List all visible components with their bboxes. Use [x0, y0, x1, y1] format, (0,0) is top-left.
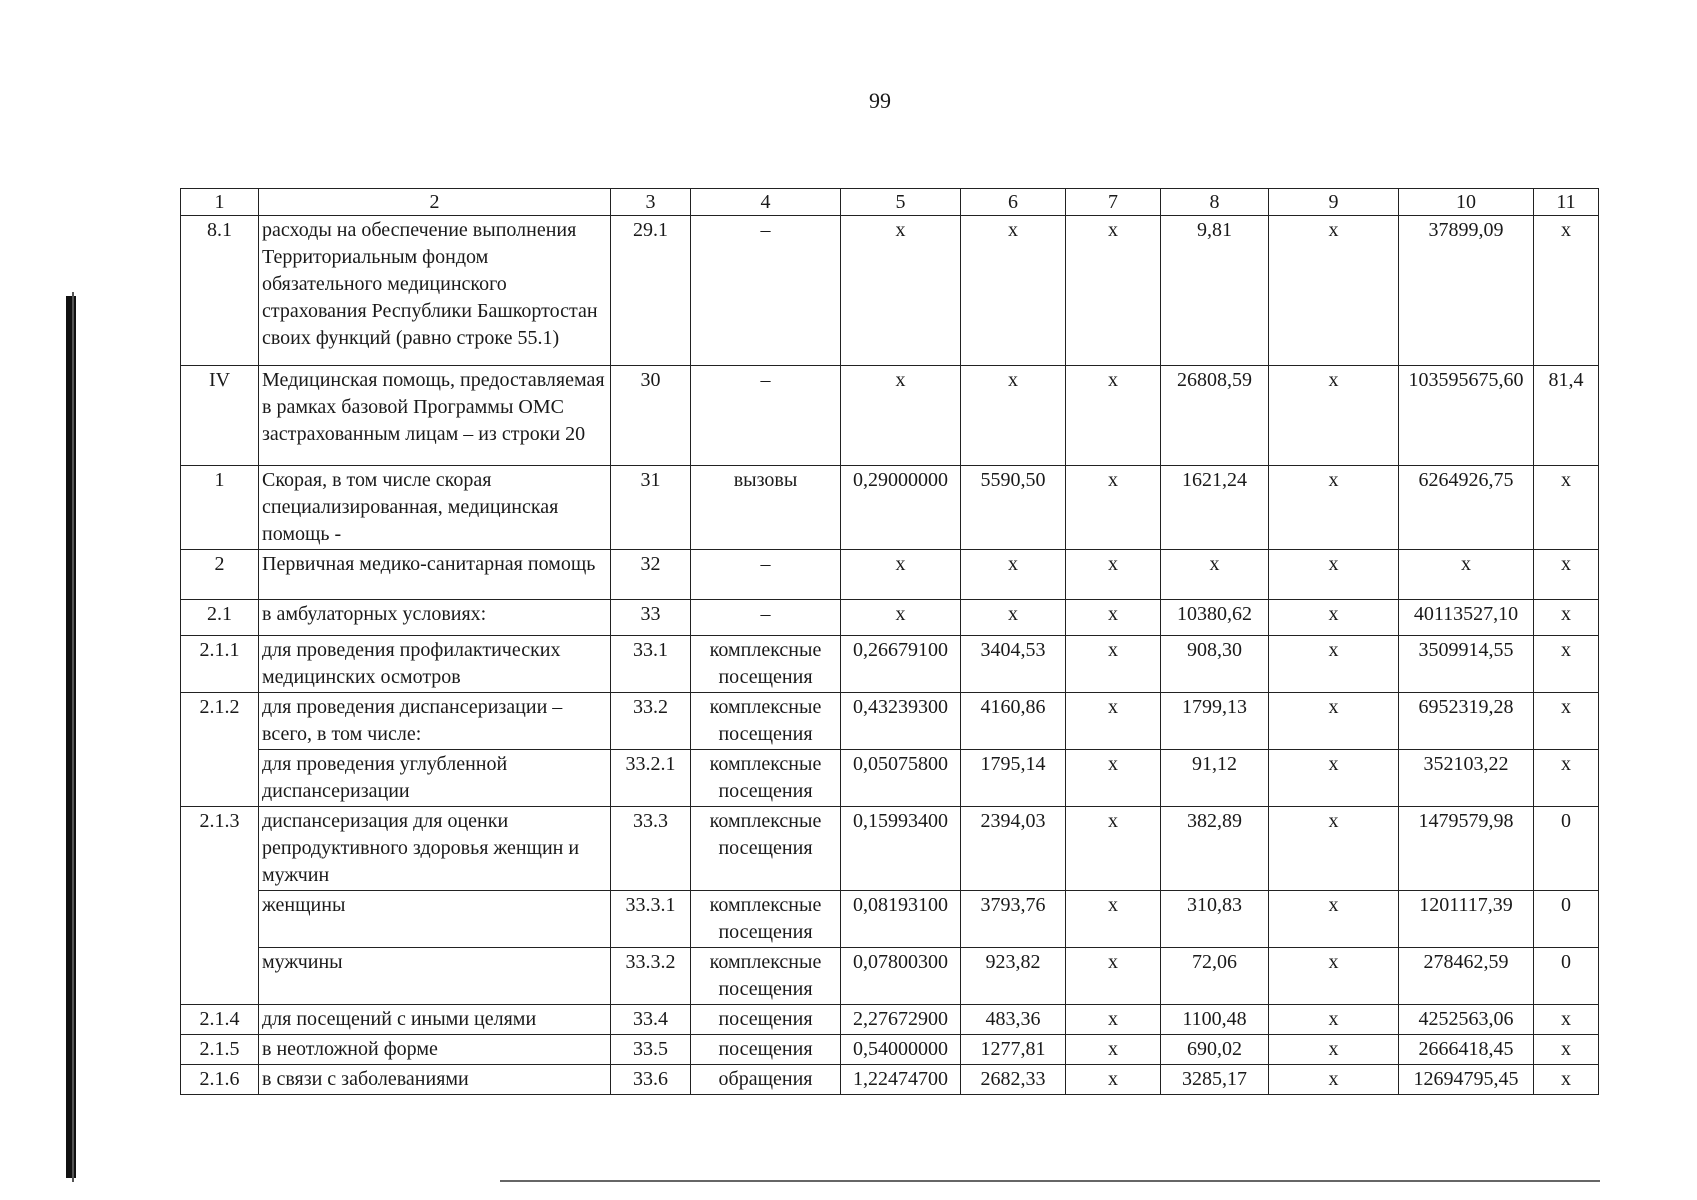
- table-row: [181, 216, 1599, 366]
- unit-cell: посещения: [691, 1035, 841, 1065]
- cell-5: 0,05075800: [841, 750, 961, 807]
- cell-10: x: [1399, 550, 1534, 600]
- table-row: [181, 550, 1599, 600]
- cell-9: x: [1269, 1005, 1399, 1035]
- cell-6: 5590,50: [961, 466, 1066, 550]
- cell-7: x: [1066, 600, 1161, 636]
- cell-5: 0,15993400: [841, 807, 961, 891]
- line-code-cell: 33.4: [611, 1005, 691, 1035]
- line-code-cell: 33: [611, 600, 691, 636]
- cell-7: x: [1066, 1065, 1161, 1095]
- row-number-cell: 2.1.6: [181, 1065, 259, 1095]
- cell-6: 923,82: [961, 948, 1066, 1005]
- cell-7: x: [1066, 750, 1161, 807]
- unit-cell: комплексные посещения: [691, 948, 841, 1005]
- row-number-cell: 2.1.5: [181, 1035, 259, 1065]
- data-table: [180, 188, 1599, 1095]
- cell-5: x: [841, 600, 961, 636]
- cell-11: x: [1534, 550, 1599, 600]
- table-header-row: [181, 189, 1599, 216]
- cell-8: 10380,62: [1161, 600, 1269, 636]
- line-code-cell: 33.5: [611, 1035, 691, 1065]
- cell-10: 37899,09: [1399, 216, 1534, 366]
- line-code-cell: 29.1: [611, 216, 691, 366]
- cell-11: x: [1534, 750, 1599, 807]
- cell-7: x: [1066, 948, 1161, 1005]
- row-number-cell: 2.1.1: [181, 636, 259, 693]
- table-row: [181, 891, 1599, 948]
- cell-11: 81,4: [1534, 366, 1599, 466]
- cell-6: 3404,53: [961, 636, 1066, 693]
- cell-5: x: [841, 216, 961, 366]
- cell-6: x: [961, 216, 1066, 366]
- column-header: 6: [961, 189, 1066, 216]
- unit-cell: –: [691, 216, 841, 366]
- scan-edge-line: [72, 292, 74, 1182]
- column-header: 1: [181, 189, 259, 216]
- cell-10: 6264926,75: [1399, 466, 1534, 550]
- cell-10: 103595675,60: [1399, 366, 1534, 466]
- row-name-cell: женщины: [259, 891, 611, 948]
- table-row: [181, 466, 1599, 550]
- cell-8: 908,30: [1161, 636, 1269, 693]
- column-header: 8: [1161, 189, 1269, 216]
- line-code-cell: 31: [611, 466, 691, 550]
- row-name-cell: Медицинская помощь, предоставляемая в рамках базовой Программы ОМС застрахованным лицам – из строки 20: [259, 366, 611, 466]
- unit-cell: комплексные посещения: [691, 807, 841, 891]
- row-number-cell: 1: [181, 466, 259, 550]
- cell-9: x: [1269, 1065, 1399, 1095]
- line-code-cell: 33.1: [611, 636, 691, 693]
- cell-8: 310,83: [1161, 891, 1269, 948]
- cell-8: 3285,17: [1161, 1065, 1269, 1095]
- cell-9: x: [1269, 807, 1399, 891]
- line-code-cell: 33.2: [611, 693, 691, 750]
- bottom-rule: [500, 1180, 1600, 1182]
- row-name-cell: в связи с заболеваниями: [259, 1065, 611, 1095]
- unit-cell: обращения: [691, 1065, 841, 1095]
- cell-10: 1479579,98: [1399, 807, 1534, 891]
- cell-5: 0,08193100: [841, 891, 961, 948]
- cell-6: 1795,14: [961, 750, 1066, 807]
- cell-5: 0,29000000: [841, 466, 961, 550]
- cell-7: x: [1066, 693, 1161, 750]
- line-code-cell: 32: [611, 550, 691, 600]
- cell-10: 2666418,45: [1399, 1035, 1534, 1065]
- row-name-cell: мужчины: [259, 948, 611, 1005]
- table-row: [181, 807, 1599, 891]
- unit-cell: –: [691, 600, 841, 636]
- table-row: [181, 1005, 1599, 1035]
- cell-10: 278462,59: [1399, 948, 1534, 1005]
- scan-edge-bar: [66, 296, 76, 1178]
- cell-9: x: [1269, 693, 1399, 750]
- cell-8: 1799,13: [1161, 693, 1269, 750]
- unit-cell: вызовы: [691, 466, 841, 550]
- cell-10: 4252563,06: [1399, 1005, 1534, 1035]
- cell-11: x: [1534, 636, 1599, 693]
- row-name-cell: для проведения диспансеризации – всего, в том числе:: [259, 693, 611, 750]
- unit-cell: комплексные посещения: [691, 693, 841, 750]
- cell-6: 483,36: [961, 1005, 1066, 1035]
- cell-6: 2682,33: [961, 1065, 1066, 1095]
- cell-11: x: [1534, 693, 1599, 750]
- row-name-cell: расходы на обеспечение выполнения Территориальным фондом обязательного медицинского страхования Республики Башкортостан своих функций (равно строке 55.1): [259, 216, 611, 366]
- cell-5: 2,27672900: [841, 1005, 961, 1035]
- unit-cell: посещения: [691, 1005, 841, 1035]
- cell-6: x: [961, 550, 1066, 600]
- unit-cell: –: [691, 550, 841, 600]
- table-row: [181, 750, 1599, 807]
- cell-9: x: [1269, 466, 1399, 550]
- cell-8: 1621,24: [1161, 466, 1269, 550]
- cell-7: x: [1066, 466, 1161, 550]
- table-row: [181, 1065, 1599, 1095]
- cell-11: x: [1534, 1065, 1599, 1095]
- cell-7: x: [1066, 891, 1161, 948]
- cell-5: x: [841, 366, 961, 466]
- unit-cell: комплексные посещения: [691, 750, 841, 807]
- cell-5: 0,54000000: [841, 1035, 961, 1065]
- cell-6: x: [961, 600, 1066, 636]
- row-name-cell: для проведения профилактических медицинских осмотров: [259, 636, 611, 693]
- table-body: [181, 189, 1599, 1095]
- cell-5: 0,07800300: [841, 948, 961, 1005]
- row-number-cell: 2.1.3: [181, 807, 259, 1005]
- row-name-cell: в амбулаторных условиях:: [259, 600, 611, 636]
- cell-8: 690,02: [1161, 1035, 1269, 1065]
- column-header: 2: [259, 189, 611, 216]
- column-header: 4: [691, 189, 841, 216]
- cell-11: x: [1534, 1035, 1599, 1065]
- cell-8: x: [1161, 550, 1269, 600]
- cell-11: 0: [1534, 948, 1599, 1005]
- row-number-cell: 2.1: [181, 600, 259, 636]
- table-row: [181, 366, 1599, 466]
- cell-8: 1100,48: [1161, 1005, 1269, 1035]
- cell-5: 0,26679100: [841, 636, 961, 693]
- cell-10: 40113527,10: [1399, 600, 1534, 636]
- unit-cell: –: [691, 366, 841, 466]
- row-name-cell: для посещений с иными целями: [259, 1005, 611, 1035]
- row-name-cell: Скорая, в том числе скорая специализированная, медицинская помощь -: [259, 466, 611, 550]
- cell-7: x: [1066, 1035, 1161, 1065]
- line-code-cell: 30: [611, 366, 691, 466]
- cell-9: x: [1269, 550, 1399, 600]
- table-row: [181, 1035, 1599, 1065]
- row-number-cell: 2.1.4: [181, 1005, 259, 1035]
- row-number-cell: IV: [181, 366, 259, 466]
- row-name-cell: для проведения углубленной диспансеризации: [259, 750, 611, 807]
- cell-11: 0: [1534, 807, 1599, 891]
- cell-9: x: [1269, 600, 1399, 636]
- cell-9: x: [1269, 1035, 1399, 1065]
- cell-7: x: [1066, 807, 1161, 891]
- line-code-cell: 33.3: [611, 807, 691, 891]
- cell-10: 12694795,45: [1399, 1065, 1534, 1095]
- cell-11: x: [1534, 466, 1599, 550]
- cell-9: x: [1269, 948, 1399, 1005]
- row-name-cell: диспансеризация для оценки репродуктивного здоровья женщин и мужчин: [259, 807, 611, 891]
- cell-8: 26808,59: [1161, 366, 1269, 466]
- column-header: 3: [611, 189, 691, 216]
- cell-7: x: [1066, 216, 1161, 366]
- cell-11: x: [1534, 600, 1599, 636]
- row-number-cell: 8.1: [181, 216, 259, 366]
- cell-6: 3793,76: [961, 891, 1066, 948]
- cell-11: x: [1534, 216, 1599, 366]
- column-header: 11: [1534, 189, 1599, 216]
- table-row: [181, 636, 1599, 693]
- cell-5: x: [841, 550, 961, 600]
- cell-9: x: [1269, 636, 1399, 693]
- row-name-cell: в неотложной форме: [259, 1035, 611, 1065]
- cell-9: x: [1269, 366, 1399, 466]
- row-number-cell: 2: [181, 550, 259, 600]
- cell-10: 6952319,28: [1399, 693, 1534, 750]
- column-header: 5: [841, 189, 961, 216]
- row-name-cell: Первичная медико-санитарная помощь: [259, 550, 611, 600]
- cell-10: 1201117,39: [1399, 891, 1534, 948]
- cell-7: x: [1066, 1005, 1161, 1035]
- table-row: [181, 600, 1599, 636]
- cell-7: x: [1066, 550, 1161, 600]
- cell-9: x: [1269, 891, 1399, 948]
- cell-6: 4160,86: [961, 693, 1066, 750]
- column-header: 7: [1066, 189, 1161, 216]
- line-code-cell: 33.6: [611, 1065, 691, 1095]
- cell-8: 91,12: [1161, 750, 1269, 807]
- cell-7: x: [1066, 366, 1161, 466]
- table-row: [181, 693, 1599, 750]
- cell-6: 2394,03: [961, 807, 1066, 891]
- cell-10: 352103,22: [1399, 750, 1534, 807]
- cell-6: x: [961, 366, 1066, 466]
- cell-8: 9,81: [1161, 216, 1269, 366]
- table-row: [181, 948, 1599, 1005]
- cell-8: 382,89: [1161, 807, 1269, 891]
- cell-9: x: [1269, 750, 1399, 807]
- line-code-cell: 33.3.1: [611, 891, 691, 948]
- line-code-cell: 33.2.1: [611, 750, 691, 807]
- cell-7: x: [1066, 636, 1161, 693]
- cell-8: 72,06: [1161, 948, 1269, 1005]
- cell-9: x: [1269, 216, 1399, 366]
- cell-5: 0,43239300: [841, 693, 961, 750]
- row-number-cell: 2.1.2: [181, 693, 259, 807]
- line-code-cell: 33.3.2: [611, 948, 691, 1005]
- cell-10: 3509914,55: [1399, 636, 1534, 693]
- page-number: 99: [869, 88, 891, 113]
- cell-6: 1277,81: [961, 1035, 1066, 1065]
- cell-5: 1,22474700: [841, 1065, 961, 1095]
- cell-11: 0: [1534, 891, 1599, 948]
- unit-cell: комплексные посещения: [691, 636, 841, 693]
- unit-cell: комплексные посещения: [691, 891, 841, 948]
- column-header: 10: [1399, 189, 1534, 216]
- cell-11: x: [1534, 1005, 1599, 1035]
- column-header: 9: [1269, 189, 1399, 216]
